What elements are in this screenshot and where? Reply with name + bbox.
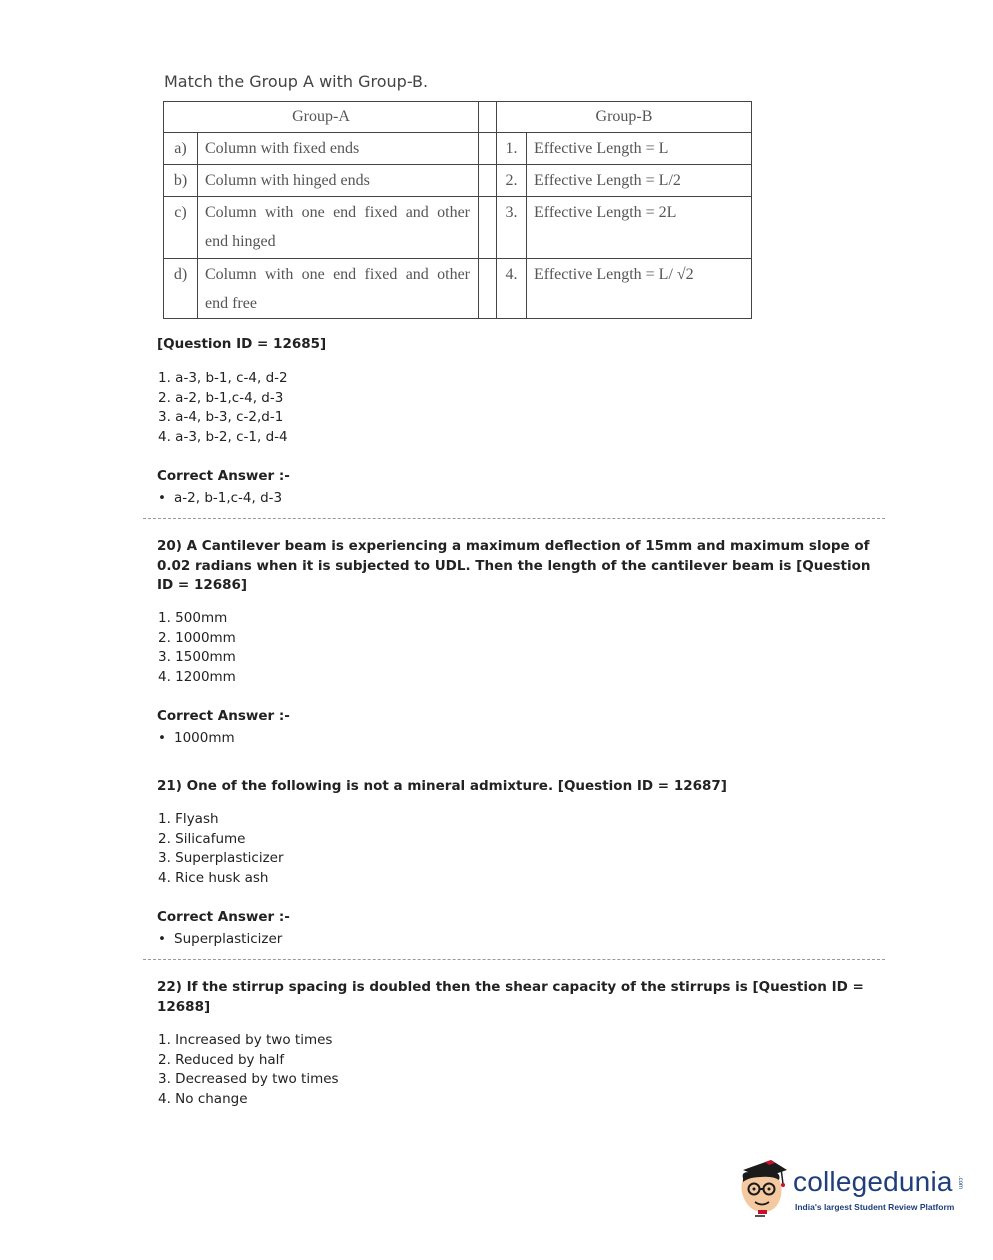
table-gap-cell xyxy=(479,165,497,197)
row-letter: b) xyxy=(164,165,198,197)
option-item: 4. Rice husk ash xyxy=(158,869,269,886)
correct-answer xyxy=(158,931,282,947)
match-table-header xyxy=(164,102,752,133)
table-gap-cell xyxy=(479,197,497,259)
row-number: 1. xyxy=(497,133,527,165)
option-item: 2. 1000mm xyxy=(158,629,236,646)
option-item: 1. Flyash xyxy=(158,811,219,827)
option-item: 2. Silicafume xyxy=(158,830,246,847)
option-item: 1. 500mm xyxy=(158,610,228,626)
option-item: 3. 1500mm xyxy=(158,649,236,665)
row-letter: c) xyxy=(164,197,198,259)
logo-tagline: India's largest Student Review Platform xyxy=(795,1202,955,1212)
option-item: 2. Reduced by half xyxy=(158,1051,285,1068)
table-gap-cell xyxy=(479,259,497,319)
row-letter: a) xyxy=(164,133,198,165)
question-text: 21) One of the following is not a mineral admixture. [Question ID = 12687] xyxy=(157,778,727,794)
group-a-text: Column with hinged ends xyxy=(205,172,370,189)
match-instruction: Match the Group A with Group-B. xyxy=(164,72,429,91)
question-text: 22) If the stirrup spacing is doubled then the shear capacity of the stirrups is [Question ID = 12688] xyxy=(157,979,864,1015)
row-number: 3. xyxy=(497,197,527,259)
bullet-icon: • xyxy=(158,931,166,947)
bullet-icon: • xyxy=(158,730,166,746)
option-item: 4. a-3, b-2, c-1, d-4 xyxy=(158,428,288,445)
correct-answer xyxy=(158,490,282,506)
option-item: 3. a-4, b-3, c-2,d-1 xyxy=(158,409,284,425)
option-item: 2. a-2, b-1,c-4, d-3 xyxy=(158,389,284,406)
table-row xyxy=(164,259,752,319)
options-list xyxy=(158,1031,339,1109)
correct-answer-text: 1000mm xyxy=(174,730,235,746)
question-id: [Question ID = 12685] xyxy=(157,336,327,352)
section-divider xyxy=(143,518,885,519)
options-list xyxy=(158,369,288,447)
group-a-text: Column with fixed ends xyxy=(205,140,360,157)
option-item: 1. Increased by two times xyxy=(158,1032,333,1048)
row-letter: d) xyxy=(164,259,198,319)
match-table xyxy=(163,101,752,319)
collegedunia-logo[interactable] xyxy=(735,1152,965,1222)
option-item: 4. 1200mm xyxy=(158,668,236,685)
table-gap-cell xyxy=(479,133,497,165)
question-text: 20) A Cantilever beam is experiencing a maximum deflection of 15mm and maximum slope of 0.02 radians when it is subjected to UDL. Then the length of the cantilever beam is [Question ID = 12686] xyxy=(157,538,871,593)
correct-answer-label: Correct Answer :- xyxy=(157,909,290,925)
logo-domain-suffix: .com xyxy=(957,1176,963,1190)
options-list xyxy=(158,609,236,687)
options-list xyxy=(158,810,284,888)
option-item: 3. Superplasticizer xyxy=(158,850,284,866)
option-item: 1. a-3, b-1, c-4, d-2 xyxy=(158,370,288,386)
group-a-cell xyxy=(198,165,479,197)
group-a-cell xyxy=(198,197,479,259)
logo-wordmark: collegedunia xyxy=(793,1166,953,1197)
group-b-cell: Effective Length = L/ √2 xyxy=(527,259,752,319)
table-gap-cell xyxy=(479,102,497,133)
table-row xyxy=(164,165,752,197)
correct-answer-label: Correct Answer :- xyxy=(157,468,290,484)
option-item: 3. Decreased by two times xyxy=(158,1071,339,1087)
group-a-cell xyxy=(198,259,479,319)
group-a-text: Column with one end fixed and other end free xyxy=(205,266,470,312)
group-b-header: Group-B xyxy=(497,102,752,133)
row-number: 4. xyxy=(497,259,527,319)
table-row xyxy=(164,197,752,259)
correct-answer-text: a-2, b-1,c-4, d-3 xyxy=(174,490,283,506)
correct-answer-label: Correct Answer :- xyxy=(157,708,290,724)
group-a-text: Column with one end fixed and other end hinged xyxy=(205,204,470,250)
option-item: 4. No change xyxy=(158,1090,248,1107)
row-number: 2. xyxy=(497,165,527,197)
section-divider xyxy=(143,959,885,960)
bullet-icon: • xyxy=(158,490,166,506)
correct-answer xyxy=(158,730,235,746)
mascot-icon xyxy=(735,1156,790,1218)
group-a-header: Group-A xyxy=(164,102,479,133)
group-b-cell: Effective Length = 2L xyxy=(527,197,752,259)
correct-answer-text: Superplasticizer xyxy=(174,931,283,947)
group-b-cell: Effective Length = L/2 xyxy=(527,165,752,197)
group-b-cell: Effective Length = L xyxy=(527,133,752,165)
table-row xyxy=(164,133,752,165)
group-a-cell xyxy=(198,133,479,165)
